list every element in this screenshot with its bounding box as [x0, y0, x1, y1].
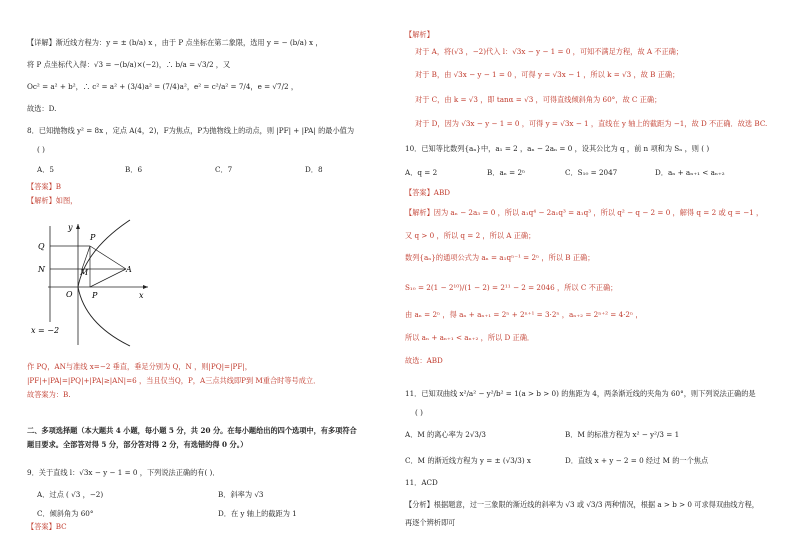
q10-analysis-1: 【解析】因为 aₙ − 2a₃ = 0 ，所以 a₁q⁴ − 2a₁q³ = a₁q³ ，所以 q² − q − 2 = 0 ，解得 q = 2 或 q = −1 ，	[405, 208, 764, 217]
label-f: P	[92, 291, 98, 300]
q10-stem: 10．已知等比数列{aₙ}中，a₁ = 2 ，aₙ − 2aₙ = 0 ，设其公比为 q ，前 n 项和为 Sₙ ，则 ( )	[405, 144, 710, 153]
parabola-figure	[30, 210, 170, 348]
q9-analysis-c: 对于 C，由 k = √3 ，即 tanα = √3 ，可得直线倾斜角为 60°，故 C 正确；	[415, 95, 662, 104]
q10-analysis-2: 又 q > 0 ，所以 q = 2 ，所以 A 正确；	[405, 231, 536, 240]
q8-option-a: A．5	[37, 165, 54, 174]
q10-analysis-6: 所以 aₙ + aₙ₊₁ < aₙ₊₂ ，所以 D 正确．	[405, 333, 535, 342]
q9-analysis-d: 对于 D，因为 √3x − y − 1 = 0 ，可得 y = √3x − 1 ，直线在 y 轴上的截距为 −1，故 D 不正确．故选 BC.	[415, 119, 768, 128]
q8-option-c: C．7	[215, 165, 233, 174]
q11-option-c: C．M 的渐近线方程为 y = ± (√3/3) x	[405, 456, 531, 465]
q10-analysis-7: 故选：ABD	[405, 356, 443, 365]
q9-analysis-a: 对于 A，将(√3 ，−2)代入 l：√3x − y − 1 = 0 ，可知不满足方程，故 A 不正确；	[415, 47, 684, 56]
detail-line-2: 将 P 点坐标代入得：√3 = −(b/a)×(−2)，∴ b/a = √3/2 ，又	[27, 60, 231, 69]
label-n: N	[38, 265, 45, 274]
q11-bracket: ( )	[415, 408, 423, 417]
q11-analysis-1: 【分析】根据题意，过一三象限的渐近线的斜率为 √3 或 √3/3 两种情况，根据 a > b > 0 可求得双曲线方程，	[405, 500, 759, 509]
label-directrix: x = −2	[31, 326, 60, 335]
label-p: P	[90, 233, 96, 242]
section-two-heading-1: 二、多项选择题（本大题共 4 小题，每小题 5 分，共 20 分。在每小题给出的四个选项中，有多项符合	[27, 426, 357, 435]
q10-answer: 【答案】ABD	[405, 188, 450, 197]
section-two-heading-2: 题目要求。全部答对得 5 分，部分答对得 2 分，有选错的得 0 分。）	[27, 440, 248, 449]
q9-analysis-b: 对于 B，由 √3x − y − 1 = 0 ，可得 y = √3x − 1 ，所以 k = √3 ，故 B 正确；	[415, 70, 680, 79]
q9-stem: 9．关于直线 l：√3x − y − 1 = 0 ，下列说法正确的有( )．	[27, 468, 220, 477]
q8-explain-1: 作 PQ，AN与准线 x=−2 垂直，垂足分别为 Q，N ，则|PQ|=|PF|，	[27, 362, 252, 371]
q10-option-b: B．aₙ = 2ⁿ	[487, 168, 526, 177]
label-a: A	[126, 265, 132, 274]
detail-line-4: 故选：D.	[27, 104, 57, 113]
q9-option-a: A．过点 ( √3 ，−2)	[37, 490, 104, 499]
q8-option-b: B．6	[125, 165, 143, 174]
q8-explain-3: 故答案为：B.	[27, 390, 71, 399]
detail-line-3: Oc² = a² + b²，∴ c² = a² + (3/4)a² = (7/4)a²，e² = c²/a² = 7/4，e = √7/2 ，	[27, 82, 299, 91]
q8-analysis-label: 【解析】如图，	[27, 196, 78, 205]
q10-option-d: D．aₙ + aₙ₊₁ < aₙ₊₂	[655, 168, 725, 177]
label-o: O	[66, 290, 73, 299]
q10-option-c: C．S₁₀ = 2047	[565, 168, 618, 177]
q9-answer: 【答案】BC	[27, 522, 67, 531]
q10-analysis-5: 由 aₙ = 2ⁿ ，得 aₙ + aₙ₊₁ = 2ⁿ + 2ⁿ⁺¹ = 3·2ⁿ ，aₙ₊₂ = 2ⁿ⁺² = 4·2ⁿ ，	[405, 310, 643, 319]
q9-analysis-label: 【解析】	[405, 30, 434, 39]
q9-option-b: B．斜率为 √3	[218, 490, 264, 499]
q9-option-d: D．在 y 轴上的截距为 1	[218, 509, 297, 518]
label-y: y	[68, 223, 73, 232]
q11-option-d: D．直线 x + y − 2 = 0 经过 M 的一个焦点	[565, 456, 709, 465]
q10-analysis-4: S₁₀ = 2(1 − 2¹⁰)/(1 − 2) = 2¹¹ − 2 = 2046 ，所以 C 不正确；	[405, 283, 618, 292]
q11-option-a: A．M 的离心率为 2√3/3	[405, 430, 486, 439]
label-q: Q	[38, 242, 45, 251]
detail-line-1: 【详解】渐近线方程为：y = ± (b/a) x ，由于 P 点坐标在第二象限，选用 y = − (b/a) x ，	[27, 38, 323, 47]
q8-stem: 8．已知抛物线 y² = 8x ，定点 A(4，2)，F为焦点，P为抛物线上的动点，则 |PF| + |PA| 的最小值为	[27, 126, 355, 135]
q11-option-b: B．M 的标准方程为 x² − y²/3 = 1	[565, 430, 680, 439]
label-m: M	[80, 268, 89, 277]
label-x: x	[139, 291, 144, 300]
q10-analysis-3: 数列{aₙ}的通项公式为 aₙ = a₁qⁿ⁻¹ = 2ⁿ ，所以 B 正确；	[405, 253, 595, 262]
q9-option-c: C．倾斜角为 60°	[37, 509, 94, 518]
q11-analysis-2: 再逐个辨析即可	[405, 518, 456, 527]
q11-answer: 11．ACD	[405, 478, 438, 487]
q8-bracket: ( )	[37, 145, 45, 154]
q11-stem: 11．已知双曲线 x²/a² − y²/b² = 1(a > b > 0) 的焦距为 4，两条渐近线的夹角为 60°，则下列说法正确的是	[405, 389, 756, 398]
q8-answer: 【答案】B	[27, 182, 62, 191]
q10-option-a: A．q = 2	[405, 168, 438, 177]
q8-option-d: D．8	[305, 165, 323, 174]
q8-explain-2: |PF|+|PA|=|PQ|+|PA|≥|AN|=6 ，当且仅当Q，P，A三点共线即P到 M重合时等号成立．	[27, 376, 321, 385]
